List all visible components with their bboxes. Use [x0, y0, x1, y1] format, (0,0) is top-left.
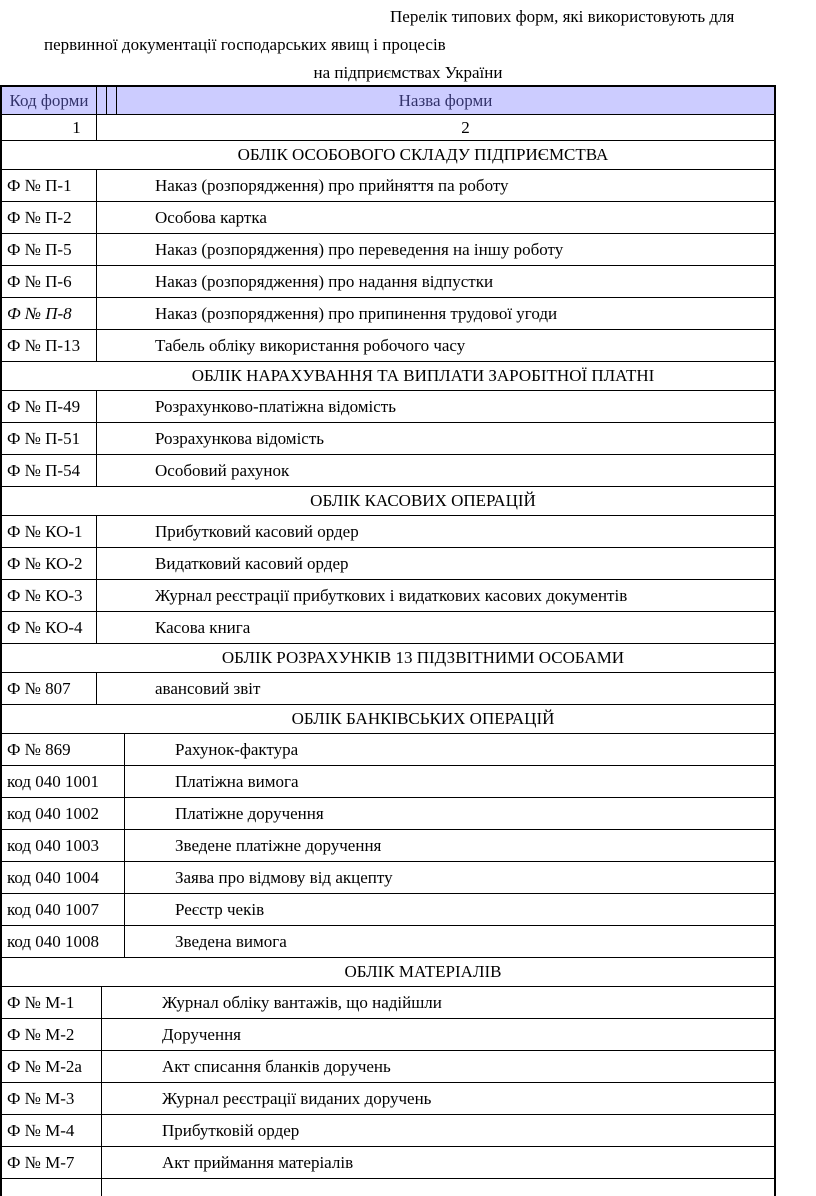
form-name-cell: Розрахункова відомість — [155, 428, 325, 448]
table-row — [2, 987, 774, 1019]
table-row — [2, 1147, 774, 1179]
form-name-cell: Наказ (розпорядження) про припинення трудової угоди — [155, 303, 558, 323]
table-row — [2, 423, 774, 455]
table-row — [2, 170, 774, 202]
forms-table — [0, 85, 776, 1196]
form-name-cell: Прибутковий касовий ордер — [155, 521, 359, 541]
form-name-cell: Рахунок-фактура — [175, 739, 299, 759]
table-row — [2, 1083, 774, 1115]
form-code-cell: код 040 1001 — [2, 766, 125, 797]
form-name-cell: Наказ (розпорядження) про прийняття па роботу — [155, 175, 509, 195]
table-row — [2, 266, 774, 298]
section-title: ОБЛІК МАТЕРІАЛІВ — [344, 962, 502, 981]
form-code-cell: Ф № М-4 — [2, 1115, 102, 1146]
table-row — [2, 766, 774, 798]
form-code-cell: Ф № П-49 — [2, 391, 97, 422]
form-code-cell: Ф № М-7 — [2, 1147, 102, 1178]
section-header-row — [2, 705, 774, 734]
form-name-cell: Особова картка — [155, 207, 267, 227]
table-row — [2, 202, 774, 234]
table-header-row — [2, 87, 774, 115]
column-index-code: 1 — [2, 115, 97, 140]
column-index-row — [2, 115, 774, 141]
form-code-cell: Ф № 869 — [2, 734, 125, 765]
form-code-cell: код 040 1002 — [2, 798, 125, 829]
table-row — [2, 1019, 774, 1051]
section-header-row — [2, 141, 774, 170]
form-code-cell: Ф № П-51 — [2, 423, 97, 454]
form-name-cell: Касова книга — [155, 617, 251, 637]
form-code-cell: Ф № П-2 — [2, 202, 97, 233]
form-code-cell: Ф № П-1 — [2, 170, 97, 201]
section-title: ОБЛІК КАСОВИХ ОПЕРАЦІЙ — [310, 491, 536, 510]
form-code-cell: Ф № КО-2 — [2, 548, 97, 579]
form-code-cell: Ф № П-6 — [2, 266, 97, 297]
form-code-cell: Ф № М-3 — [2, 1083, 102, 1114]
table-row — [2, 798, 774, 830]
form-code-cell: код 040 1003 — [2, 830, 125, 861]
form-name-cell: Наказ (розпорядження) про надання відпустки — [155, 271, 494, 291]
table-row — [2, 548, 774, 580]
table-row — [2, 234, 774, 266]
form-name-cell: Реєстр чеків — [175, 899, 265, 919]
form-name-cell: авансовий звіт — [155, 678, 261, 698]
form-name-cell: Платіжне доручення — [175, 803, 324, 823]
form-code-cell: Ф № П-8 — [2, 298, 97, 329]
section-title: ОБЛІК РОЗРАХУНКІВ 13 ПІДЗВІТНИМИ ОСОБАМИ — [221, 648, 625, 667]
table-row — [2, 612, 774, 644]
form-code-cell: Ф № М-2 — [2, 1019, 102, 1050]
form-name-cell: Доручення — [162, 1024, 241, 1044]
title-line-1: Перелік типових форм, які використовують для — [390, 7, 735, 26]
table-row — [2, 926, 774, 958]
form-code-cell: Ф № П-13 — [2, 330, 97, 361]
form-name-cell: Розрахунково-платіжна відомість — [155, 396, 396, 416]
section-header-row — [2, 362, 774, 391]
table-row — [2, 1115, 774, 1147]
form-name-cell: Акт списання бланків доручень — [162, 1056, 391, 1076]
table-row — [2, 580, 774, 612]
table-row — [2, 734, 774, 766]
table-row — [2, 830, 774, 862]
table-row — [2, 455, 774, 487]
form-name-cell: Журнал реєстрації виданих доручень — [162, 1088, 432, 1108]
form-name-cell: Табель обліку використання робочого часу — [155, 335, 466, 355]
form-name-cell: Заява про відмову від акцепту — [175, 867, 393, 887]
form-code-cell: Ф № М-1 — [2, 987, 102, 1018]
form-code-cell: Ф № 807 — [2, 673, 97, 704]
header-name-label: Назва форми — [398, 90, 493, 110]
form-name-cell: Видатковий касовий ордер — [155, 553, 349, 573]
form-name-cell: Зведена вимога — [175, 931, 287, 951]
table-row — [2, 894, 774, 926]
title-line-2: первинної документації господарських явищ і процесів — [44, 35, 446, 54]
form-code-cell: код 040 1008 — [2, 926, 125, 957]
header-narrow-cell-1 — [97, 87, 107, 114]
form-name-cell: Наказ (розпорядження) про переведення на іншу роботу — [155, 239, 564, 259]
table-row — [2, 1051, 774, 1083]
table-row — [2, 298, 774, 330]
section-header-row — [2, 644, 774, 673]
section-title: ОБЛІК ОСОБОВОГО СКЛАДУ ПІДПРИЄМСТВА — [237, 145, 609, 164]
table-row — [2, 330, 774, 362]
form-code-cell: Ф № М-2а — [2, 1051, 102, 1082]
section-header-row — [2, 958, 774, 987]
form-code-cell: Ф № КО-4 — [2, 612, 97, 643]
form-name-cell: Особовий рахунок — [155, 460, 290, 480]
section-title: ОБЛІК БАНКІВСЬКИХ ОПЕРАЦІЙ — [291, 709, 555, 728]
form-code-cell: Ф № П-54 — [2, 455, 97, 486]
form-code-cell: код 040 1007 — [2, 894, 125, 925]
document-title — [0, 0, 816, 85]
form-name-cell: Платіжна вимога — [175, 771, 299, 791]
section-header-row — [2, 487, 774, 516]
table-row — [2, 391, 774, 423]
table-row — [2, 516, 774, 548]
form-code-cell: Ф № КО-3 — [2, 580, 97, 611]
section-title: ОБЛІК НАРАХУВАННЯ ТА ВИПЛАТИ ЗАРОБІТНОЇ ПЛАТНІ — [191, 366, 655, 385]
form-code-cell: Ф № КО-1 — [2, 516, 97, 547]
form-name-cell: Прибутковій ордер — [162, 1120, 300, 1140]
column-index-name: 2 — [461, 117, 470, 137]
form-code-cell: Ф № П-5 — [2, 234, 97, 265]
header-narrow-cell-2 — [107, 87, 117, 114]
form-name-cell: Зведене платіжне доручення — [175, 835, 382, 855]
partial-table-row — [2, 1179, 774, 1196]
table-row — [2, 862, 774, 894]
title-line-3: на підприємствах України — [313, 63, 503, 82]
form-code-cell: код 040 1004 — [2, 862, 125, 893]
form-name-cell: Журнал реєстрації прибуткових і видаткових касових документів — [155, 585, 628, 605]
form-name-cell — [102, 1179, 774, 1196]
form-code-cell — [2, 1179, 102, 1196]
form-name-cell: Журнал обліку вантажів, що надійшли — [162, 992, 442, 1012]
form-name-cell: Акт приймання матеріалів — [162, 1152, 354, 1172]
table-row — [2, 673, 774, 705]
header-code-label: Код форми — [2, 87, 97, 114]
